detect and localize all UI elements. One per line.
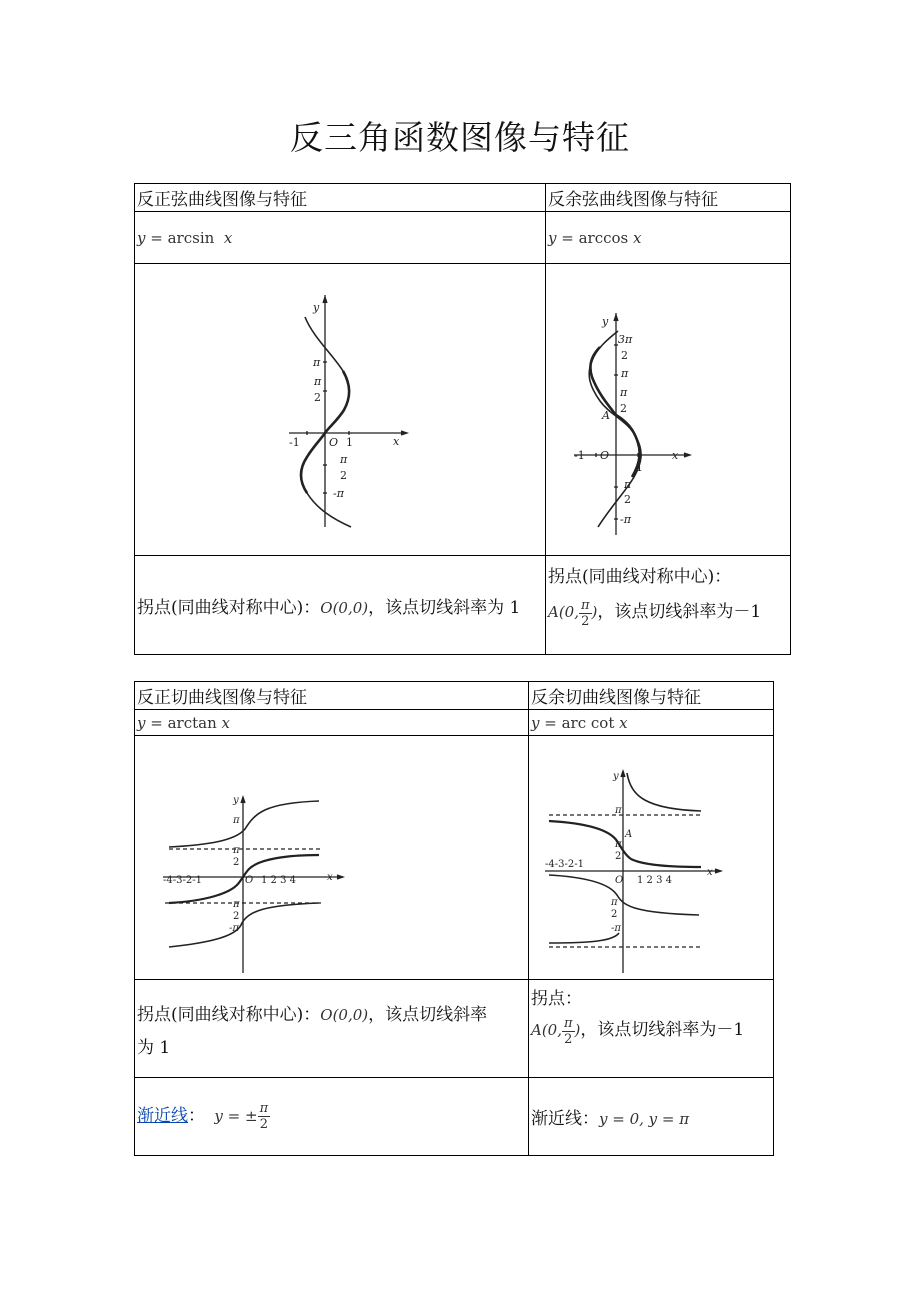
- svg-text:-4-3-2-1: -4-3-2-1: [163, 874, 202, 886]
- svg-text:y: y: [602, 314, 609, 328]
- svg-text:y: y: [613, 770, 619, 782]
- svg-text:x: x: [707, 866, 713, 878]
- svg-text:O: O: [329, 435, 339, 449]
- arccos-graph: [548, 265, 788, 555]
- x-label: x: [393, 434, 400, 448]
- svg-text:π: π: [314, 374, 322, 388]
- svg-text:π: π: [624, 477, 632, 491]
- svg-text:2: 2: [621, 348, 628, 362]
- svg-text:-π: -π: [620, 512, 631, 526]
- svg-text:2: 2: [620, 401, 627, 415]
- arctan-graph: [137, 737, 526, 979]
- y-label: y: [313, 300, 320, 314]
- svg-text:-π: -π: [611, 922, 621, 934]
- arctan-formula: y = arctan x: [135, 710, 529, 736]
- svg-text:2: 2: [615, 850, 622, 862]
- svg-text:2: 2: [611, 908, 618, 920]
- arcsin-graph-cell: [135, 264, 546, 556]
- arccot-header: 反余切曲线图像与特征: [529, 682, 774, 710]
- svg-text:π: π: [233, 814, 240, 826]
- svg-text:1 2 3 4: 1 2 3 4: [261, 874, 296, 886]
- svg-text:x: x: [327, 871, 333, 883]
- svg-text:2: 2: [340, 468, 347, 482]
- svg-text:1: 1: [636, 460, 643, 474]
- svg-text:π: π: [615, 804, 622, 816]
- svg-text:π: π: [620, 385, 628, 399]
- arcsin-formula: y = arcsin x: [135, 212, 546, 264]
- arccos-header: 反余弦曲线图像与特征: [546, 184, 791, 212]
- asymptote-link[interactable]: 渐近线: [137, 1105, 188, 1126]
- svg-text:O: O: [600, 448, 610, 462]
- svg-text:π: π: [611, 896, 618, 908]
- svg-text:2: 2: [314, 390, 321, 404]
- arccot-asymptote: 渐近线：y = 0, y = π: [529, 1078, 774, 1156]
- arctan-asymptote: 渐近线： y = ± $\frac{\pi}{2}$: [135, 1078, 529, 1156]
- arccos-graph-cell: [546, 264, 791, 556]
- svg-text:2: 2: [233, 856, 240, 868]
- arccot-formula: y = arc cot x: [529, 710, 774, 736]
- svg-text:-1: -1: [574, 448, 585, 462]
- svg-text:-4-3-2-1: -4-3-2-1: [545, 858, 584, 870]
- svg-text:x: x: [672, 448, 679, 462]
- arctan-header: 反正切曲线图像与特征: [135, 682, 529, 710]
- arccos-features: 拐点(同曲线对称中心)： A(0, $\frac{\pi}{2}$ )，该点切线斜率为－1: [546, 556, 791, 655]
- svg-text:π: π: [313, 355, 321, 369]
- page-title: 反三角函数图像与特征: [290, 118, 630, 157]
- svg-text:π: π: [615, 838, 622, 850]
- svg-text:-π: -π: [333, 486, 344, 500]
- svg-text:1 2 3 4: 1 2 3 4: [637, 874, 672, 886]
- svg-text:π: π: [621, 366, 629, 380]
- arccot-graph: [531, 737, 771, 979]
- svg-text:O: O: [245, 874, 254, 886]
- arctan-arccot-table: [134, 681, 774, 1156]
- svg-text:A: A: [625, 828, 633, 840]
- svg-text:2: 2: [233, 910, 240, 922]
- arccos-formula: y = arccos x: [546, 212, 791, 264]
- svg-text:y: y: [233, 794, 239, 806]
- svg-text:-π: -π: [229, 922, 239, 934]
- svg-text:2: 2: [624, 492, 631, 506]
- svg-text:O: O: [615, 874, 624, 886]
- arcsin-arccos-table: [134, 183, 791, 655]
- arcsin-features: 拐点(同曲线对称中心)：O(0,0)，该点切线斜率为 1: [135, 556, 546, 655]
- arcsin-header: 反正弦曲线图像与特征: [135, 184, 546, 212]
- arctan-features: 拐点(同曲线对称中心)：O(0,0)，该点切线斜率 为 1: [135, 980, 529, 1078]
- arccot-graph-cell: [529, 736, 774, 980]
- arctan-graph-cell: [135, 736, 529, 980]
- svg-text:π: π: [233, 844, 240, 856]
- svg-text:π: π: [340, 452, 348, 466]
- svg-text:π: π: [233, 898, 240, 910]
- svg-text:-1: -1: [289, 435, 300, 449]
- svg-text:1: 1: [346, 435, 353, 449]
- svg-text:A: A: [602, 408, 610, 422]
- svg-text:3π: 3π: [618, 332, 633, 346]
- arccot-features: 拐点： A(0, $\frac{\pi}{2}$ )，该点切线斜率为－1: [529, 980, 774, 1078]
- arcsin-graph: [137, 265, 543, 555]
